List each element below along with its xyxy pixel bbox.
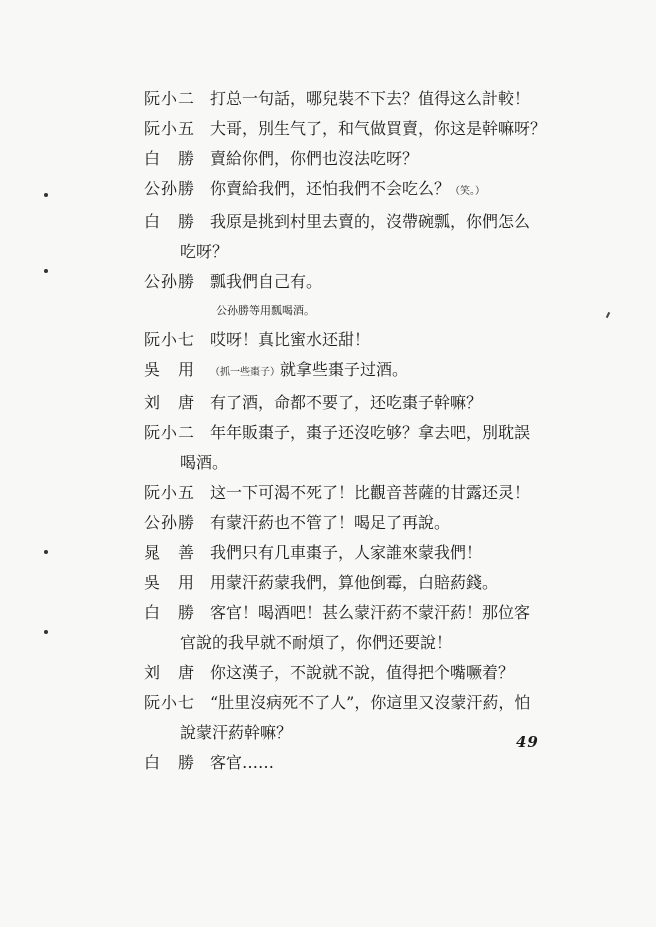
dialogue-continuation: 喝酒。 <box>180 453 229 472</box>
speaker-name: 公孙勝 <box>144 272 196 291</box>
dialogue-text: 打总一句話，哪兒裝不下去？值得这么計較！ <box>210 89 531 108</box>
script-body <box>144 84 574 778</box>
dialogue-text: 你这漢子，不說就不說，值得把个嘴噘着？ <box>210 663 515 682</box>
dialogue-line <box>144 144 574 174</box>
dialogue-text: 有蒙汗葯也不管了！喝足了再說。 <box>210 513 451 532</box>
dialogue-text-main: 就拿些棗子过酒。 <box>280 360 409 379</box>
dialogue-text: 年年販棗子，棗子还沒吃够？拿去吧，別耽誤 <box>210 423 531 442</box>
margin-mark <box>44 630 48 634</box>
dialogue-text: 我原是挑到村里去賣的，沒帶碗瓢，你們怎么 <box>210 212 531 231</box>
dialogue-line <box>144 114 574 144</box>
speaker-name: 阮小五 <box>144 119 196 138</box>
stage-direction: 公孙勝等用瓢喝酒。 <box>216 304 315 317</box>
dialogue-line <box>144 355 574 388</box>
speaker-name: 吳 用 <box>144 360 196 379</box>
speaker-name: 公孙勝 <box>144 513 196 532</box>
dialogue-continuation: 官說的我早就不耐煩了，你們还要說！ <box>180 633 453 652</box>
dialogue-text: 有了酒，命都不要了，还吃棗子幹嘛？ <box>210 393 483 412</box>
speaker-name: 白 勝 <box>144 212 196 231</box>
margin-mark <box>606 312 610 318</box>
dialogue-text: 瓢我們自己有。 <box>210 272 323 291</box>
speaker-name: 公孙勝 <box>144 179 196 198</box>
margin-mark <box>44 269 48 273</box>
dialogue-text <box>210 174 574 207</box>
speaker-name: 阮小五 <box>144 483 196 502</box>
dialogue-line <box>144 508 574 538</box>
dialogue-text: 客官！喝酒吧！甚么蒙汗葯不蒙汗葯！那位客 <box>210 603 531 622</box>
dialogue-line <box>144 325 574 355</box>
speaker-name: 刘 唐 <box>144 663 196 682</box>
speaker-name: 吳 用 <box>144 573 196 592</box>
dialogue-line <box>144 538 574 568</box>
speaker-name: 阮小二 <box>144 89 196 108</box>
margin-mark <box>44 193 48 197</box>
dialogue-text: 我們只有几車棗子，人家誰來蒙我們！ <box>210 543 483 562</box>
dialogue-line <box>144 478 574 508</box>
dialogue-line <box>144 598 574 628</box>
speaker-name: 白 勝 <box>144 753 196 772</box>
stage-aside: （笑。） <box>450 186 486 197</box>
dialogue-text: 用蒙汗葯蒙我們，算他倒霉，白賠葯錢。 <box>210 573 499 592</box>
dialogue-text-main: 你賣給我們，还怕我們不会吃么？ <box>210 179 451 198</box>
page-number: 49 <box>516 733 539 751</box>
stage-aside: （抓一些棗子） <box>210 367 280 378</box>
dialogue-continuation: 吃呀？ <box>180 242 229 261</box>
dialogue-line <box>144 267 574 297</box>
speaker-name: 阮小二 <box>144 423 196 442</box>
speaker-name: 白 勝 <box>144 149 196 168</box>
dialogue-line <box>144 174 574 207</box>
dialogue-line <box>144 207 574 237</box>
dialogue-text <box>210 355 574 388</box>
speaker-name: 晁 善 <box>144 543 196 562</box>
margin-mark <box>44 550 48 554</box>
dialogue-line <box>144 748 574 778</box>
dialogue-text: 这一下可渴不死了！比觀音菩薩的甘露还灵！ <box>210 483 531 502</box>
speaker-name: 白 勝 <box>144 603 196 622</box>
dialogue-line <box>144 418 574 448</box>
speaker-name: 刘 唐 <box>144 393 196 412</box>
dialogue-text: 哎呀！真比蜜水还甜！ <box>210 330 371 349</box>
dialogue-text: “肚里沒病死不了人”，你這里又沒蒙汗葯，怕 <box>210 693 531 712</box>
dialogue-text: 大哥，別生气了，和气做買賣，你这是幹嘛呀？ <box>210 119 547 138</box>
dialogue-line <box>144 568 574 598</box>
speaker-name: 阮小七 <box>144 693 196 712</box>
dialogue-line <box>144 84 574 114</box>
dialogue-continuation: 說蒙汗葯幹嘛？ <box>180 723 293 742</box>
dialogue-text: 賣給你們，你們也沒法吃呀？ <box>210 149 419 168</box>
dialogue-line <box>144 388 574 418</box>
speaker-name: 阮小七 <box>144 330 196 349</box>
dialogue-text: 客官…… <box>210 753 275 772</box>
dialogue-line <box>144 658 574 688</box>
dialogue-line <box>144 688 574 718</box>
